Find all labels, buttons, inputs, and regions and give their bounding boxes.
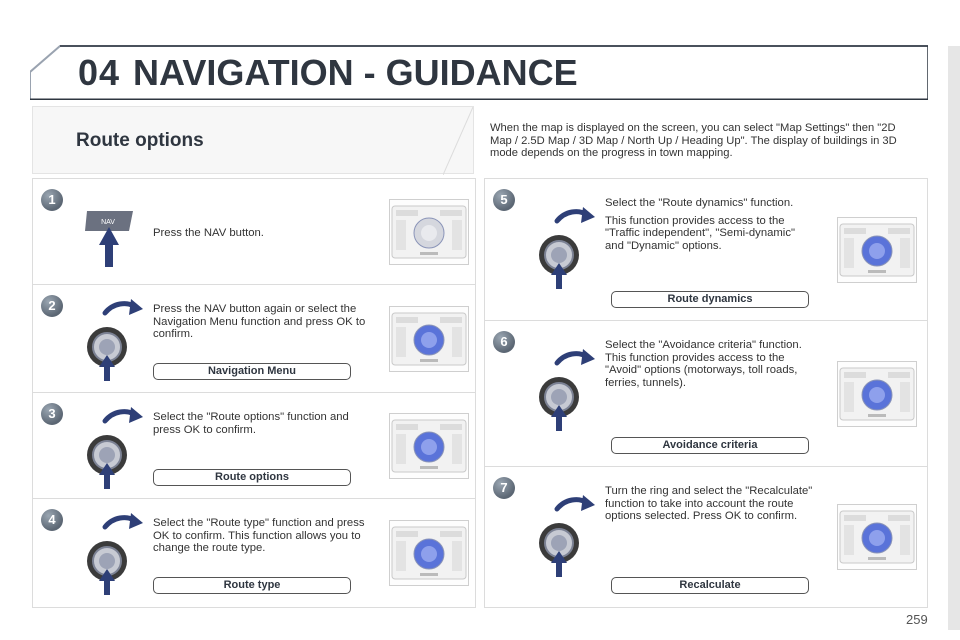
menu-function-label: Route dynamics	[611, 291, 809, 308]
step-row-2	[33, 285, 475, 393]
step-row-1	[33, 179, 475, 285]
diagonal-corner	[443, 107, 473, 175]
side-margin-bar	[948, 46, 960, 630]
rotary-knob-icon	[87, 405, 145, 496]
nav-button-icon	[83, 207, 141, 276]
rotary-knob-icon	[87, 297, 145, 388]
step-text-line: Turn the ring and select the "Recalculate" function to take into account the route options selected. Press OK to confirm.	[605, 485, 813, 523]
radio-unit-thumbnail	[389, 306, 469, 372]
step-row-3	[33, 393, 475, 499]
step-row-5	[485, 179, 927, 321]
step-description	[605, 485, 815, 523]
step-text-line: Select the "Route dynamics" function.	[605, 197, 794, 209]
rotary-knob-icon	[539, 493, 597, 584]
step-description	[153, 411, 373, 436]
step-number-badge: 4	[41, 509, 63, 531]
step-description	[153, 227, 373, 240]
steps-column-left	[32, 178, 476, 608]
step-number-badge: 1	[41, 189, 63, 211]
step-number-badge: 6	[493, 331, 515, 353]
step-number-badge: 2	[41, 295, 63, 317]
menu-function-label: Navigation Menu	[153, 363, 351, 380]
step-row-6	[485, 321, 927, 467]
step-text-line: Press the NAV button again or select the Navigation Menu function and press OK to confirm.	[153, 303, 366, 341]
menu-function-label: Avoidance criteria	[611, 437, 809, 454]
page-number: 259	[906, 612, 928, 627]
step-number-badge: 3	[41, 403, 63, 425]
rotary-knob-icon	[539, 347, 597, 438]
step-description	[153, 517, 373, 555]
step-description	[153, 303, 373, 341]
radio-unit-thumbnail	[389, 413, 469, 479]
step-text-line: Select the "Avoidance criteria" function. This function provides access to the "Avoid" options (motorways, toll roads, ferries, tunnels).	[605, 339, 802, 389]
step-description	[605, 197, 815, 252]
step-description	[605, 339, 815, 389]
rotary-knob-icon	[87, 511, 145, 602]
radio-unit-thumbnail	[389, 199, 469, 265]
step-text-line: Press the NAV button.	[153, 227, 264, 239]
step-row-4	[33, 499, 475, 607]
menu-function-label: Recalculate	[611, 577, 809, 594]
step-row-7	[485, 467, 927, 607]
radio-unit-thumbnail	[837, 217, 917, 283]
radio-unit-thumbnail	[389, 520, 469, 586]
step-text-line: Select the "Route type" function and press OK to confirm. This function allows you to change the route type.	[153, 517, 365, 555]
page-title: NAVIGATION - GUIDANCE	[133, 52, 578, 93]
menu-function-label: Route options	[153, 469, 351, 486]
radio-unit-thumbnail	[837, 504, 917, 570]
step-text-line: Select the "Route options" function and press OK to confirm.	[153, 411, 349, 436]
svg-text:NAV: NAV	[101, 219, 115, 226]
radio-unit-thumbnail	[837, 361, 917, 427]
step-number-badge: 7	[493, 477, 515, 499]
step-text-line: This function provides access to the "Traffic independent", "Semi-dynamic" and "Dynamic" options.	[605, 214, 795, 252]
intro-paragraph: When the map is displayed on the screen, you can select "Map Settings" then "2D Map / 2.5D Map / 3D Map / North Up / Heading Up". The display of buildings in 3D mode depends on the progress in town mapping.	[490, 122, 897, 160]
chapter-number: 04	[78, 52, 121, 93]
steps-column-right	[484, 178, 928, 608]
section-title: Route options	[76, 130, 204, 151]
rotary-knob-icon	[539, 205, 597, 296]
menu-function-label: Route type	[153, 577, 351, 594]
page-header	[30, 44, 928, 100]
step-number-badge: 5	[493, 189, 515, 211]
